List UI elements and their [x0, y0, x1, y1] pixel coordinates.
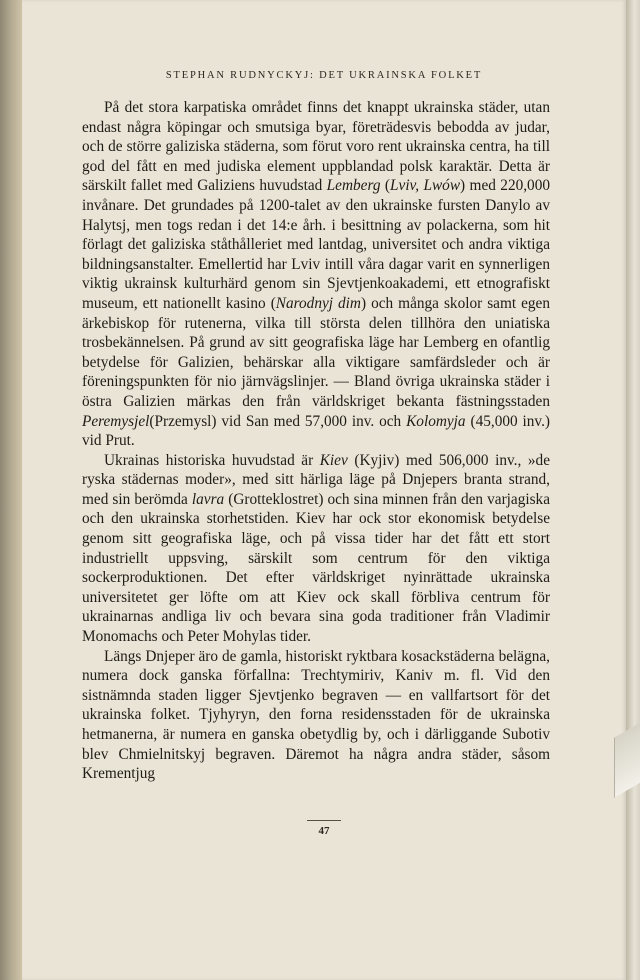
page-footer [22, 820, 626, 837]
next-page-edge [626, 0, 640, 980]
text-run: ) och många skolor samt egen ärkebiskop för rutenerna, vilka till största delen tillhöra den uniatiska trosbekännelsen. På grund av sitt geografiska läge har Lemberg en ofantlig betydelse för Galizien, behärskar alla viktigare samfärdsleder och är föreningspunkten för nio järnvägslinjer. — Bland övriga ukrainska städer i östra Galizien märkas den från världskriget bekanta fästningsstaden [82, 294, 550, 410]
text-run: (Grotteklostret) och sina minnen från den varjagiska och den ukrainska storhetstiden. Kiev har ock stor ekonomisk betydelse genom sitt geografiska läge, och på vissa tider har det fått ett stort industriellt uppsving, särskilt som centrum för den viktiga sockerproduktionen. Det efter världskriget nyinrättade ukrainska universitetet ger löfte om att Kiev ock skall förbliva centrum för ukrainarnas andliga liv och bevara sina goda traditioner från Vladimir Monomachs och Peter Mohylas tider. [82, 490, 550, 646]
book-spine-shadow [0, 0, 22, 980]
text-run: Ukrainas historiska huvudstad är [104, 451, 320, 469]
text-run: På det stora karpatiska området finns det knappt ukrainska städer, utan endast några köpingar och smutsiga byar, företrädesvis bebodda av judar, och de större galiziska städerna, som förut voro rent ukrainska centra, ha till god del fått en med judiska element uppblandad polsk karaktär. Detta är särskilt fallet med Galiziens huvudstad [82, 99, 550, 195]
paragraph [82, 451, 550, 647]
text-run: (Przemysl) vid San med 57,000 inv. och [149, 412, 407, 430]
paragraph [82, 647, 550, 784]
book-page [22, 0, 626, 980]
italic-term: Narodnyj dim [275, 294, 361, 312]
page-number: 47 [318, 825, 330, 837]
body-text [82, 98, 550, 784]
text-run: (45,000 inv.) vid Prut. [82, 412, 551, 450]
italic-term: Peremysjel [82, 412, 150, 430]
text-run: ( [380, 177, 391, 195]
italic-term: Kolomyja [406, 412, 466, 430]
text-run: (Kyjiv) med 506,000 inv., »de ryska städernas moder», med sitt härliga läge på Dnjepers branta strand, med sin berömda [82, 451, 550, 508]
text-run: ) med 220,000 invånare. Det grundades på 1200-talet av den ukrainske fursten Danylo av Halytsj, men togs redan i det 14:e årh. i besittning av polackerna, som hit förlagt det galiziska ståthålleriet med lantdag, universitet och andra viktiga bildningsanstalter. Emellertid har Lviv intill våra dagar varit en synnerligen viktig ukrainsk kulturhärd genom sin Sjevtjenkoakademi, ett etnografiskt museum, ett nationellt kasino ( [82, 177, 551, 312]
folio-rule [307, 820, 341, 821]
italic-term: Kiev [319, 451, 348, 469]
italic-term: lavra [191, 490, 225, 508]
paragraph [82, 98, 550, 451]
text-run: Längs Dnjeper äro de gamla, historiskt ryktbara kosackstäderna belägna, numera dock ganska förfallna: Trechtymiriv, Kaniv m. fl. Vid den sistnämnda staden ligger Sjevtjenko begraven — en vallfartsort för det ukrainska folket. Tjyhyryn, den forna residensstaden för de ukrainska hetmanerna, är numera en ganska obetydlig by, och i därliggande Subotiv blev Chmielnitskyj begraven. Däremot ha några andra städer, såsom Krementjug [82, 647, 550, 783]
italic-term: Lviv, Lwów [390, 177, 461, 195]
running-head: STEPHAN RUDNYCKYJ: DET UKRAINSKA FOLKET [165, 70, 483, 81]
italic-term: Lemberg [326, 177, 381, 195]
